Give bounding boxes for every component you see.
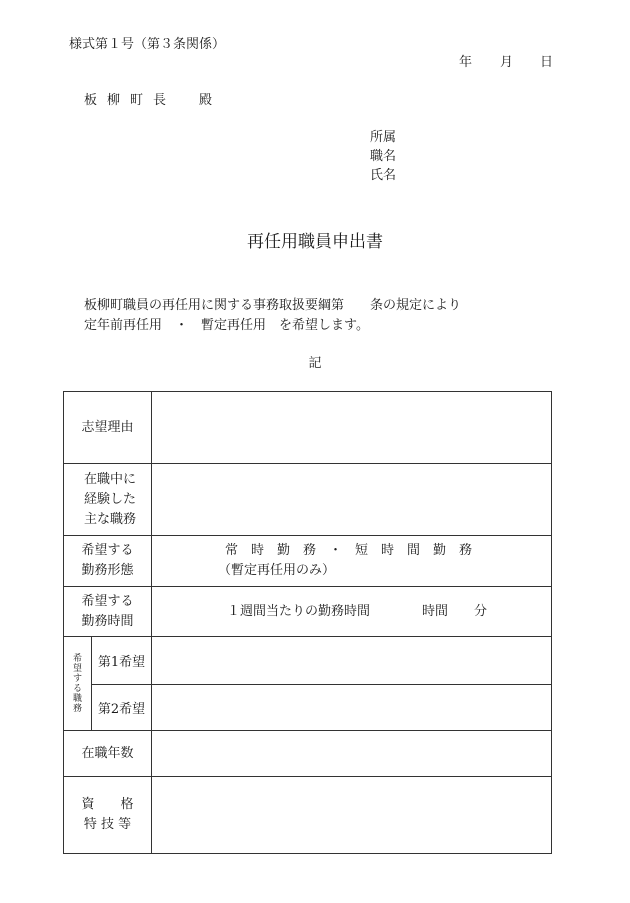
row-qualifications bbox=[64, 777, 552, 854]
duties-cell[interactable] bbox=[152, 464, 552, 536]
qualifications-label bbox=[64, 777, 152, 854]
body-text-line-2: 定年前再任用 ・ 暫定再任用 を希望します。 bbox=[84, 318, 369, 333]
vertical-char: る bbox=[72, 683, 82, 694]
desired-job-vertical-label bbox=[64, 637, 92, 731]
reason-cell[interactable] bbox=[152, 392, 552, 464]
application-table bbox=[63, 391, 552, 854]
years-label: 在職年数 bbox=[64, 731, 152, 777]
date-year-label: 年 bbox=[459, 55, 473, 70]
row-years bbox=[64, 731, 552, 777]
vertical-char: 務 bbox=[72, 703, 82, 714]
years-cell[interactable] bbox=[152, 731, 552, 777]
work-form-note: （暫定再任用のみ） bbox=[218, 563, 336, 578]
row-first-choice bbox=[64, 637, 552, 685]
vertical-char: 希 bbox=[72, 653, 82, 664]
vertical-char: 職 bbox=[72, 693, 82, 704]
row-duties bbox=[64, 464, 552, 536]
date-day-label: 日 bbox=[540, 55, 554, 70]
work-hours-value: １週間当たりの勤務時間 時間 分 bbox=[227, 603, 488, 619]
date-month-label: 月 bbox=[500, 55, 514, 70]
qualifications-label-line: 特 技 等 bbox=[83, 817, 132, 832]
work-form-cell[interactable] bbox=[152, 536, 552, 587]
addressee: 板柳町長 殿 bbox=[84, 93, 223, 108]
first-choice-cell[interactable] bbox=[152, 637, 552, 685]
row-second-choice bbox=[64, 685, 552, 731]
duties-label-line: 経験した bbox=[84, 491, 137, 507]
name-label: 氏名 bbox=[370, 168, 397, 183]
work-hours-cell[interactable] bbox=[152, 587, 552, 637]
work-form-options: 常 時 勤 務 ・ 短 時 間 勤 務 bbox=[225, 543, 473, 558]
duties-label-line: 主な職務 bbox=[84, 511, 137, 527]
vertical-char: 望 bbox=[72, 663, 82, 674]
row-reason bbox=[64, 392, 552, 464]
second-choice-label: 第2希望 bbox=[92, 685, 152, 731]
row-work-hours bbox=[64, 587, 552, 637]
vertical-char: す bbox=[72, 673, 82, 684]
affiliation-label: 所属 bbox=[370, 130, 397, 145]
work-form-label bbox=[64, 536, 152, 587]
work-hours-label-line: 勤務時間 bbox=[81, 613, 134, 629]
position-label: 職名 bbox=[370, 149, 397, 164]
row-work-form bbox=[64, 536, 552, 587]
qualifications-cell[interactable] bbox=[152, 777, 552, 854]
first-choice-label: 第1希望 bbox=[92, 637, 152, 685]
duties-label-line: 在職中に bbox=[84, 471, 137, 487]
reason-label: 志望理由 bbox=[64, 392, 152, 464]
qualifications-label-line: 資 格 bbox=[81, 797, 134, 812]
ki-heading: 記 bbox=[308, 356, 322, 371]
second-choice-cell[interactable] bbox=[152, 685, 552, 731]
form-number: 様式第１号（第３条関係） bbox=[69, 37, 226, 52]
document-title: 再任用職員申出書 bbox=[247, 232, 383, 252]
duties-label bbox=[64, 464, 152, 536]
body-text-line-1: 板柳町職員の再任用に関する事務取扱要綱第 条の規定により bbox=[84, 298, 462, 313]
work-hours-label bbox=[64, 587, 152, 637]
work-hours-label-line: 希望する bbox=[81, 593, 134, 609]
work-form-label-line: 希望する bbox=[81, 543, 134, 558]
work-form-label-line: 勤務形態 bbox=[81, 563, 134, 578]
